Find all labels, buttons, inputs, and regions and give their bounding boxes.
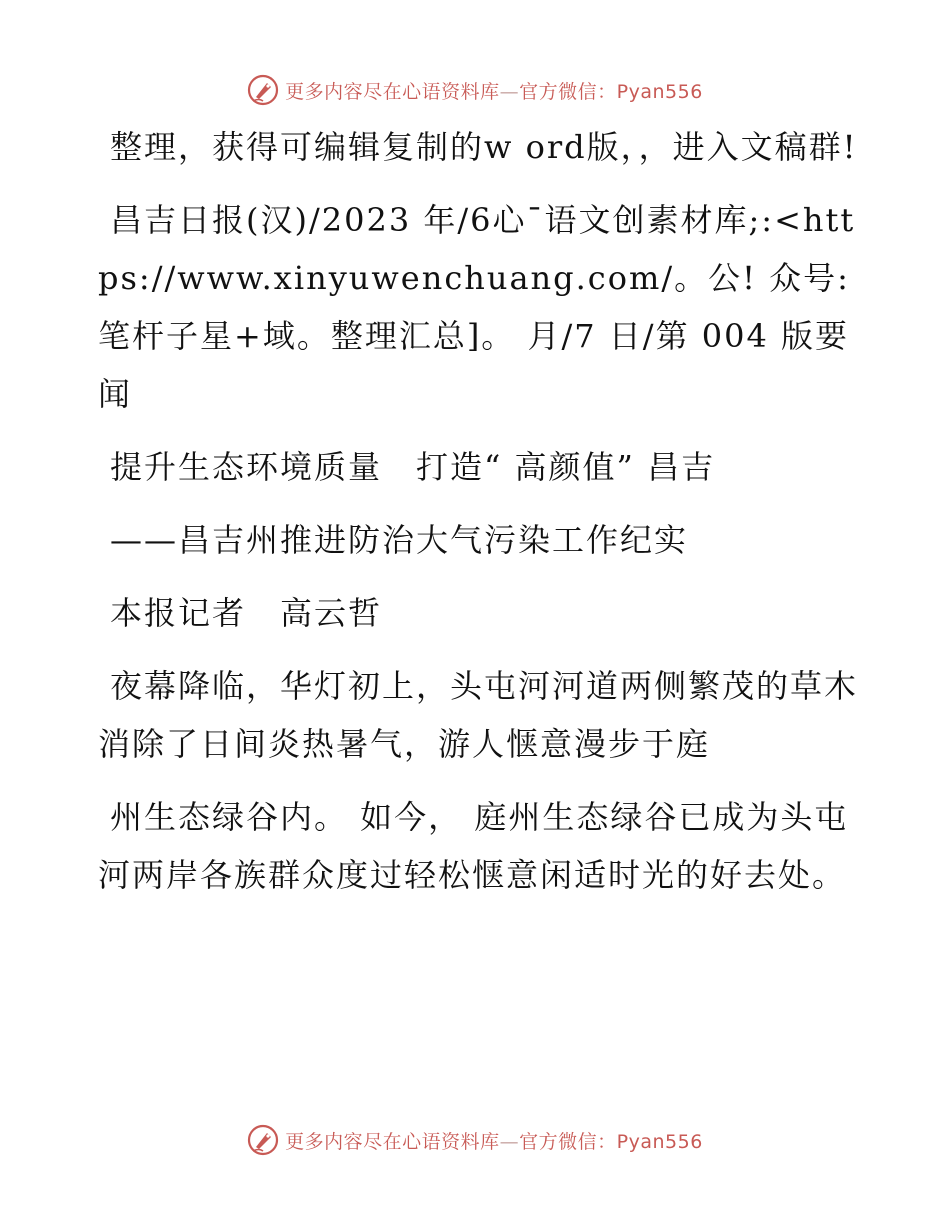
footer-banner-separator: — xyxy=(499,1130,520,1153)
paragraph-source: 昌吉日报(汉)/2023 年/6心¯语文创素材库;:<https://www.xinyuwenchuang.com/。公! 众号: 笔杆子星+域。整理汇总]。 月/7 日/第 004 版要闻 xyxy=(98,201,856,413)
article-paragraph-1: 夜幕降临，华灯初上，头屯河河道两侧繁茂的草木消除了日间炎热暑气，游人惬意漫步于庭 xyxy=(98,667,859,763)
header-banner-text xyxy=(285,77,703,104)
pen-nib-icon xyxy=(247,1124,279,1156)
header-banner-main: 更多内容尽在心语资料库 xyxy=(285,80,500,103)
article-paragraph-2: 州生态绿谷内。 如今， 庭州生态绿谷已成为头屯河两岸各族群众度过轻松惬意闲适时光的好去处。 xyxy=(98,798,849,894)
header-banner-separator: — xyxy=(499,80,520,103)
footer-banner-main: 更多内容尽在心语资料库 xyxy=(285,1130,500,1153)
footer-watermark-banner xyxy=(0,1120,950,1160)
article-byline: 本报记者 高云哲 xyxy=(110,594,383,632)
footer-banner-text xyxy=(285,1127,703,1154)
header-banner-contact: 官方微信：Pyan556 xyxy=(519,80,703,103)
paragraph-note: 整理，获得可编辑复制的w ord版，，进入文稿群! xyxy=(110,128,858,166)
pen-nib-icon xyxy=(247,74,279,106)
header-watermark-banner xyxy=(0,70,950,110)
document-body xyxy=(98,118,858,919)
article-title: 提升生态环境质量 打造“ 高颜值” 昌吉 xyxy=(110,448,716,486)
article-subtitle: ——昌吉州推进防治大气污染工作纪实 xyxy=(110,521,689,559)
footer-banner-contact: 官方微信：Pyan556 xyxy=(519,1130,703,1153)
